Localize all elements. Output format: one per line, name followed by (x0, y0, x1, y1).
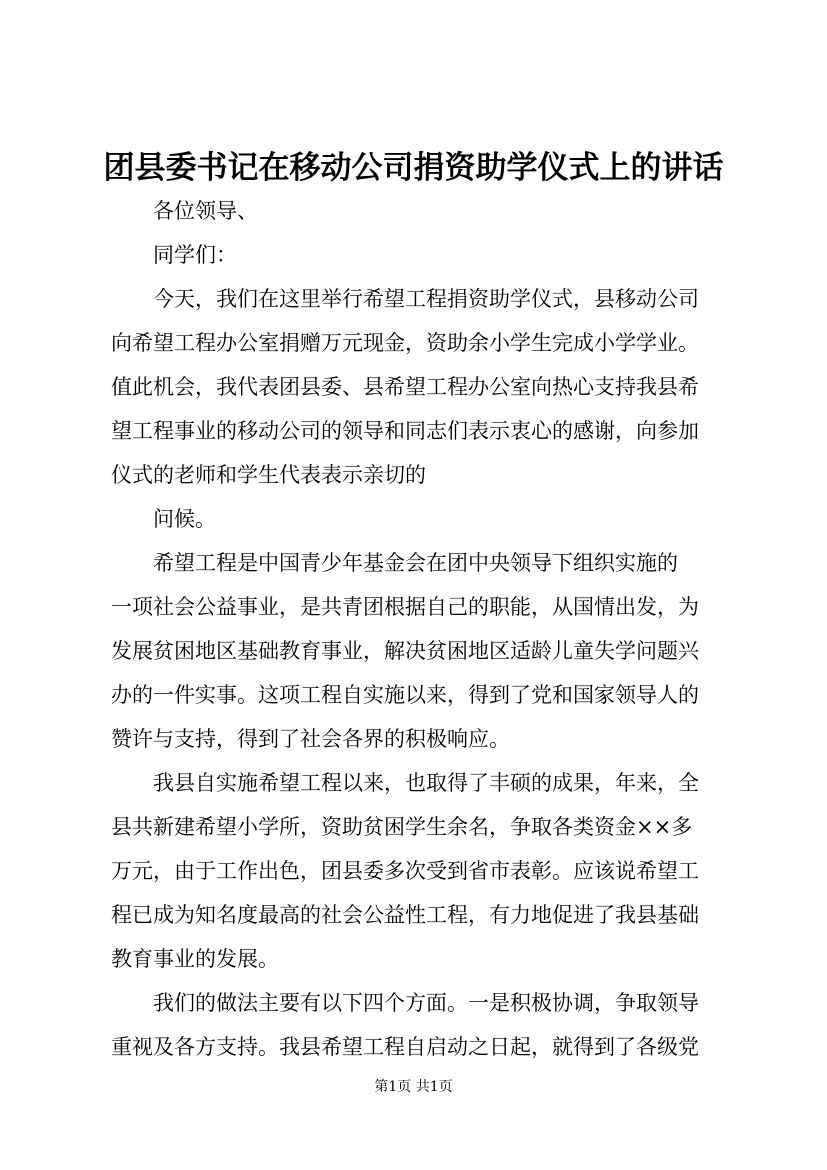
document-title: 团县委书记在移动公司捐资助学仪式上的讲话 (103, 150, 724, 186)
text-line: 一项社会公益事业，是共青团根据自己的职能，从国情出发，为 (111, 595, 699, 619)
text-line: 我县自实施希望工程以来，也取得了丰硕的成果，年来，全 (153, 771, 699, 795)
page-footer: 第1页 共1页 (374, 1079, 453, 1095)
text-line: 望工程事业的移动公司的领导和同志们表示衷心的感谢，向参加 (111, 419, 699, 443)
text-line: 发展贫困地区基础教育事业，解决贫困地区适龄儿童失学问题兴 (111, 639, 699, 663)
text-line: 赞许与支持，得到了社会各界的积极响应。 (111, 727, 510, 751)
text-line: 向希望工程办公室捐赠万元现金，资助余小学生完成小学学业。 (111, 331, 699, 355)
text-line: 仪式的老师和学生代表表示亲切的 (111, 463, 426, 487)
text-line: 今天，我们在这里举行希望工程捐资助学仪式，县移动公司 (153, 287, 699, 311)
text-line: 希望工程是中国青少年基金会在团中央领导下组织实施的 (153, 551, 678, 575)
text-line: 办的一件实事。这项工程自实施以来，得到了党和国家领导人的 (111, 683, 699, 707)
text-line: 值此机会，我代表团县委、县希望工程办公室向热心支持我县希 (111, 375, 699, 399)
text-line: 县共新建希望小学所，资助贫困学生余名，争取各类资金××多 (111, 815, 693, 839)
text-line: 同学们： (153, 243, 237, 267)
text-line: 重视及各方支持。我县希望工程自启动之日起，就得到了各级党 (111, 1035, 699, 1059)
text-line: 程已成为知名度最高的社会公益性工程，有力地促进了我县基础 (111, 903, 699, 927)
text-line: 万元，由于工作出色，团县委多次受到省市表彰。应该说希望工 (111, 859, 699, 883)
text-line: 各位领导、 (153, 199, 258, 223)
text-line: 问候。 (153, 507, 216, 531)
text-line: 教育事业的发展。 (111, 947, 279, 971)
text-line: 我们的做法主要有以下四个方面。一是积极协调，争取领导 (153, 991, 699, 1015)
